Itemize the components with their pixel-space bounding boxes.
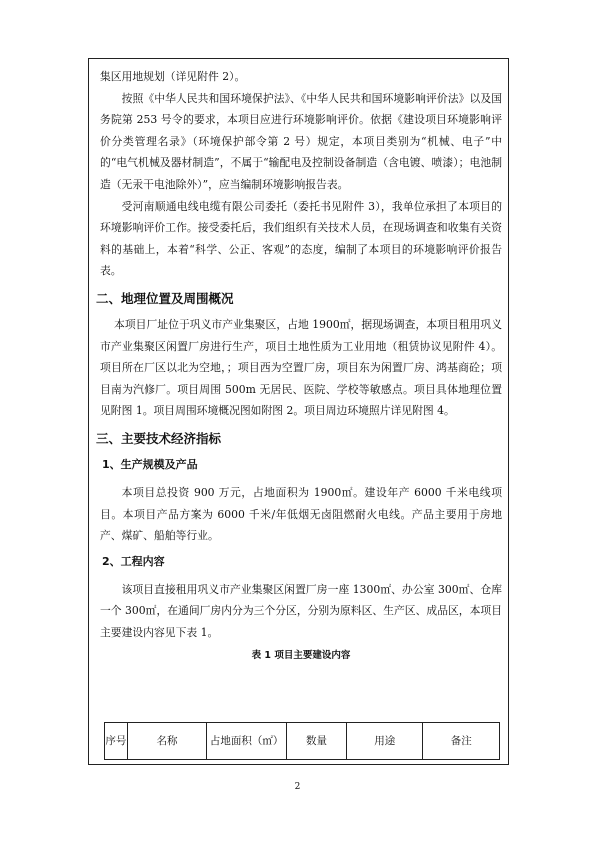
document-body (96, 66, 502, 664)
paragraph-intro-end: 集区用地规划（详见附件 2）。 (100, 70, 246, 83)
paragraph-commission: 受河南顺通电线电缆有限公司委托（委托书见附件 3），我单位承担了本项目的环境影响评价工作。接受委托后，我们组织有关技术人员，在现场调查和收集有关资料的基础上，本着“科学、公正、客观”的态度，编制了本项目的环境影响评价报告表。 (100, 199, 502, 278)
header-cell-remarks: 备注 (423, 723, 500, 760)
page-number: 2 (294, 782, 301, 792)
table-caption: 表 1 项目主要建设内容 (251, 650, 351, 662)
section-heading-tech-indicators: 三、主要技术经济指标 (96, 430, 222, 446)
paragraph-content: 该项目直接租用巩义市产业集聚区闲置厂房一座 1300㎡、办公室 300㎡、仓库一个 300㎡，在通间厂房内分为三个分区，分别为原料区、生产区、成品区，本项目主要建设内容见下表 1。 (100, 582, 502, 639)
header-cell-area: 占地面积（㎡） (207, 723, 287, 760)
header-cell-purpose: 用途 (346, 723, 423, 760)
section-heading-geography: 二、地理位置及周围概况 (96, 290, 234, 306)
subsection-heading-content: 2、工程内容 (102, 554, 165, 568)
construction-content-table (104, 722, 500, 760)
header-cell-index: 序号 (105, 723, 128, 760)
header-cell-name: 名称 (127, 723, 206, 760)
paragraph-scale: 本项目总投资 900 万元，占地面积为 1900㎡。建设年产 6000 千米电线项目。本项目产品方案为 6000 千米/年低烟无卤阻燃耐火电线。产品主要用于房地产、煤矿、船舶等行业。 (100, 485, 502, 543)
paragraph-legal-basis: 按照《中华人民共和国环境保护法》、《中华人民共和国环境影响评价法》以及国务院第 253 号令的要求，本项目应进行环境影响评价。依据《建设项目环境影响评价分类管理名录》（环境保护部令第 2 号）规定，本项目类别为“机械、电子”中的“电气机械及器材制造”，不属于“输配电及控制设备制造（含电镀、喷漆）；电池制造（无汞干电池除外）”，应当编制环境影响报告表。 (100, 91, 502, 191)
header-cell-quantity: 数量 (287, 723, 347, 760)
table-header-row (105, 723, 500, 760)
subsection-heading-scale: 1、生产规模及产品 (102, 457, 198, 471)
paragraph-location: 本项目厂址位于巩义市产业集聚区，占地 1900㎡，据现场调查，本项目租用巩义市产业集聚区闲置厂房进行生产，项目土地性质为工业用地（租赁协议见附件 4）。项目所在厂区以北为空地，；项目西为空置厂房，项目东为闲置厂房、鸿基商砼；项目南为汽修厂。项目周围 500m 无居民、医院、学校等敏感点。项目具体地理位置见附图 1。项目周围环境概况图如附图 2。项目周边环境照片详见附图 4。 (100, 317, 502, 418)
